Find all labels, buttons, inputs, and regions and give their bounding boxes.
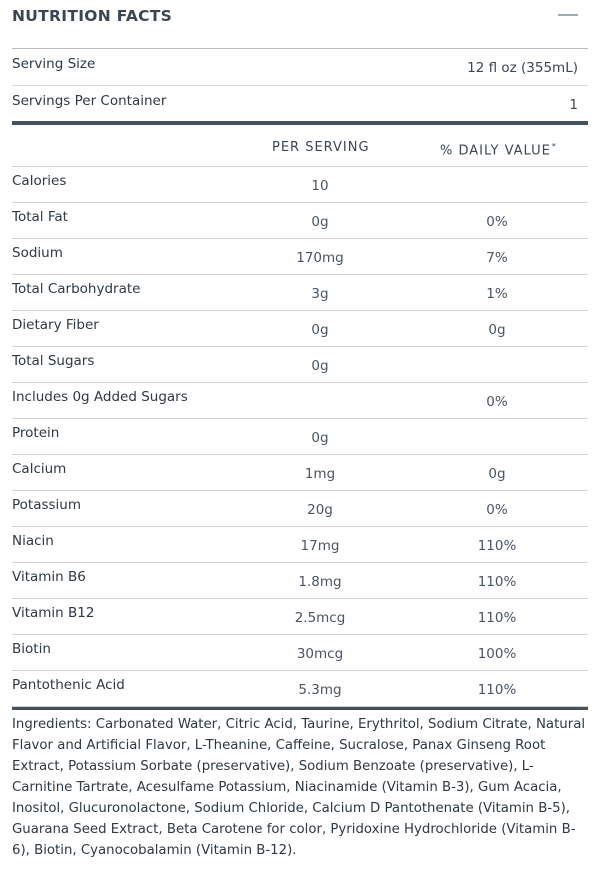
servings-per-container-value: 1	[569, 97, 578, 113]
table-row	[12, 203, 588, 239]
section-title: NUTRITION FACTS	[12, 7, 173, 25]
nutrition-header[interactable]	[12, 0, 588, 30]
daily-value: 0%	[486, 214, 508, 230]
per-serving-value: 17mg	[300, 538, 340, 554]
table-row	[12, 239, 588, 275]
table-header	[12, 125, 588, 167]
daily-value: 7%	[486, 250, 508, 266]
per-serving-value: 3g	[311, 286, 329, 302]
daily-value: 1%	[486, 286, 508, 302]
nutrient-name: Total Sugars	[12, 353, 95, 369]
table-row	[12, 527, 588, 563]
ingredients-text: Ingredients: Carbonated Water, Citric Acid, Taurine, Erythritol, Sodium Citrate, Natural Flavor and Artificial Flavor, L-Theanine, Caffeine, Sucralose, Panax Ginseng Root Extract, Potassium Sorbate (preservative), Sodium Benzoate (preservative), L-Carnitine Tartrate, Acesulfame Potassium, Niacinamide (Vitamin B-3), Gum Acacia, Inositol, Glucuronolactone, Sodium Chloride, Calcium D Pantothenate (Vitamin B-5), Guarana Seed Extract, Beta Carotene for color, Pyridoxine Hydrochloride (Vitamin B-6), Biotin, Cyanocobalamin (Vitamin B-12).	[12, 717, 586, 858]
serving-size-label: Serving Size	[12, 56, 96, 72]
per-serving-value: 0g	[311, 214, 329, 230]
per-serving-value: 0g	[311, 322, 329, 338]
daily-value: 0g	[488, 466, 506, 482]
per-serving-value: 10	[311, 178, 329, 194]
table-row	[12, 491, 588, 527]
servings-per-container-label: Servings Per Container	[12, 93, 167, 109]
asterisk-mark: *	[551, 142, 557, 151]
daily-value: 0%	[486, 502, 508, 518]
table-row	[12, 419, 588, 455]
nutrient-rows	[12, 167, 588, 707]
per-serving-value: 0g	[311, 358, 329, 374]
nutrition-table	[12, 125, 588, 707]
nutrient-name: Protein	[12, 425, 60, 441]
per-serving-value: 1.8mg	[298, 574, 342, 590]
daily-value: 110%	[477, 574, 517, 590]
per-serving-value: 170mg	[296, 250, 344, 266]
per-serving-value: 30mcg	[296, 646, 344, 662]
nutrient-name: Pantothenic Acid	[12, 677, 125, 693]
table-row	[12, 167, 588, 203]
table-row	[12, 599, 588, 635]
nutrient-name: Vitamin B12	[12, 605, 95, 621]
nutrient-name: Calories	[12, 173, 67, 189]
daily-value-header: % DAILY VALUE*	[440, 142, 557, 159]
table-row	[12, 347, 588, 383]
nutrient-name: Sodium	[12, 245, 63, 261]
serving-info	[12, 48, 588, 122]
daily-value: 110%	[477, 538, 517, 554]
per-serving-value: 0g	[311, 430, 329, 446]
daily-value: 100%	[477, 646, 517, 662]
per-serving-value: 1mg	[304, 466, 336, 482]
nutrient-name: Includes 0g Added Sugars	[12, 389, 188, 405]
daily-value: 0%	[486, 394, 508, 410]
table-row	[12, 383, 588, 419]
table-row	[12, 311, 588, 347]
servings-per-container-row	[12, 86, 588, 122]
daily-value: 0g	[488, 322, 506, 338]
divider-thick-bottom	[12, 707, 588, 710]
nutrient-name: Vitamin B6	[12, 569, 86, 585]
table-row	[12, 563, 588, 599]
per-serving-value: 5.3mg	[298, 682, 342, 698]
daily-value: 110%	[477, 682, 517, 698]
daily-value: 110%	[477, 610, 517, 626]
table-row	[12, 671, 588, 707]
nutrient-name: Total Fat	[12, 209, 68, 225]
per-serving-value: 2.5mcg	[294, 610, 346, 626]
nutrient-name: Dietary Fiber	[12, 317, 99, 333]
nutrient-name: Biotin	[12, 641, 51, 657]
nutrient-name: Total Carbohydrate	[12, 281, 141, 297]
table-row	[12, 455, 588, 491]
nutrient-name: Potassium	[12, 497, 82, 513]
serving-size-value: 12 fl oz (355mL)	[467, 60, 578, 76]
nutrient-name: Calcium	[12, 461, 67, 477]
nutrient-name: Niacin	[12, 533, 54, 549]
per-serving-header: PER SERVING	[272, 140, 370, 155]
serving-size-row	[12, 49, 588, 86]
table-row	[12, 635, 588, 671]
per-serving-value: 20g	[307, 502, 333, 518]
table-row	[12, 275, 588, 311]
minus-icon[interactable]	[558, 14, 578, 16]
